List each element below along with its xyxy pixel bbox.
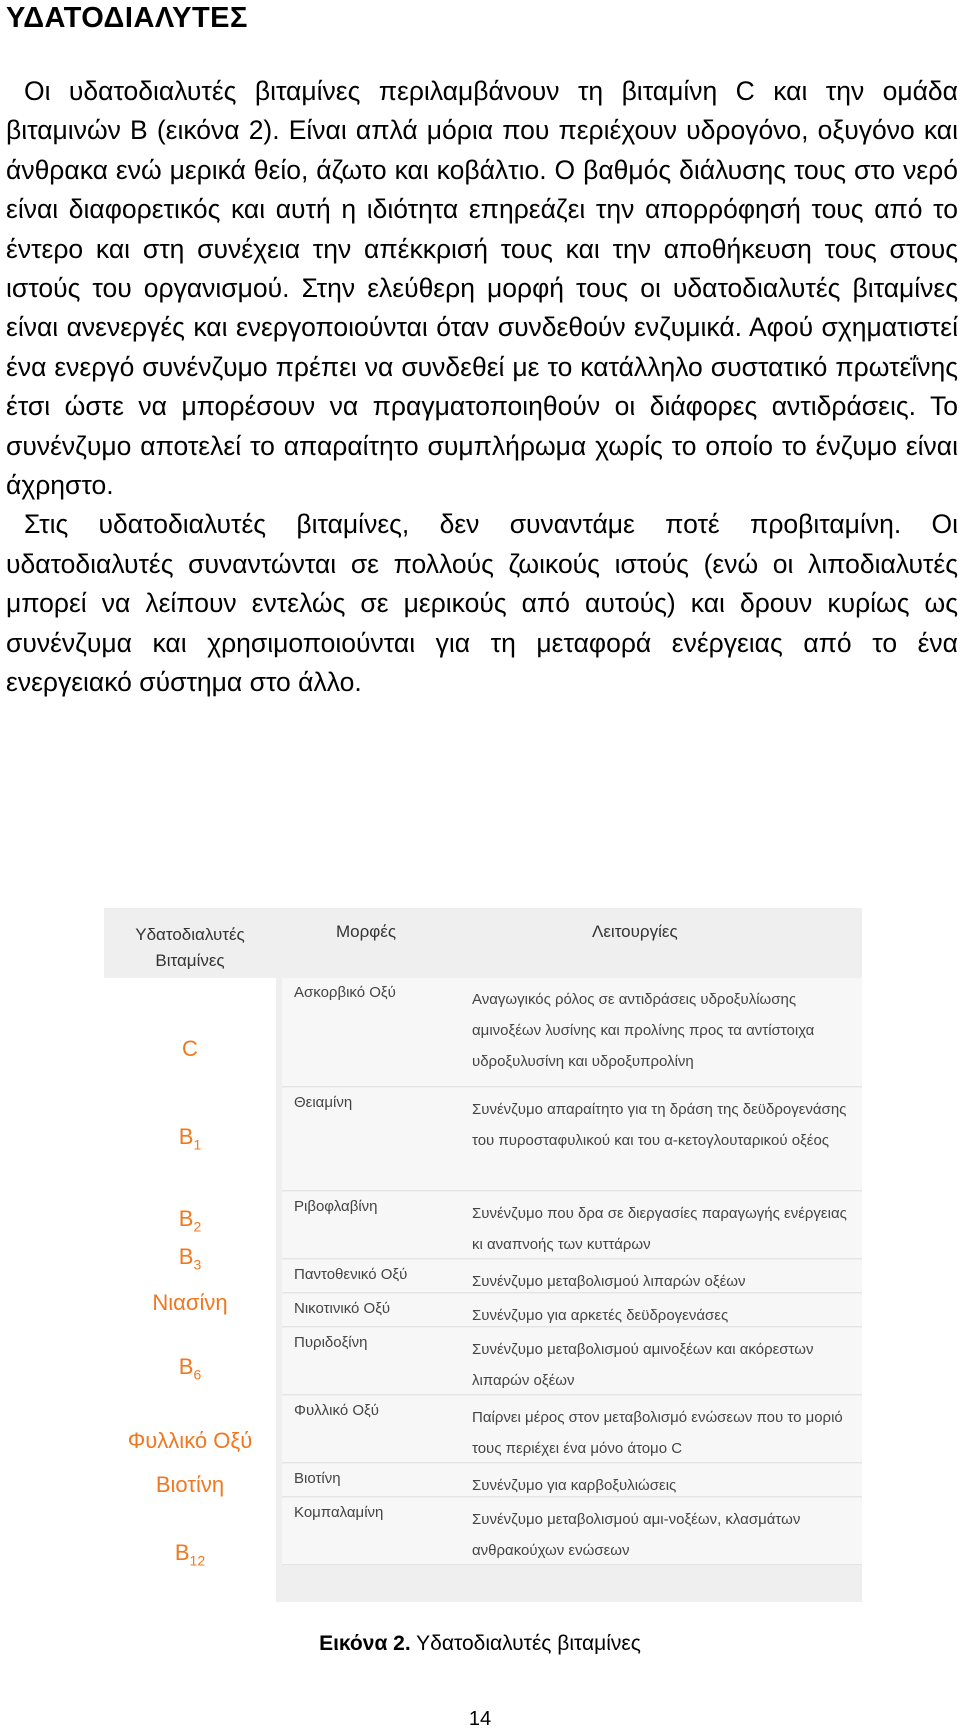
vitamin-label: $B_{12}$ bbox=[174, 1540, 206, 1569]
table-row bbox=[282, 1498, 862, 1565]
table-row bbox=[282, 1328, 862, 1395]
function-cell: Αναγωγικός ρόλος σε αντιδράσεις υδροξυλίωσης αμινοξέων λυσίνης και προλίνης προς τα αντίστοιχα υδροξυλυσίνη και υδροξυπρολίνη bbox=[472, 991, 815, 1070]
form-cell: Θειαμίνη bbox=[294, 1094, 353, 1111]
form-cell: Ριβοφλαβίνη bbox=[294, 1198, 378, 1215]
table-row bbox=[282, 1260, 862, 1293]
figure-caption bbox=[0, 1632, 960, 1656]
vitamin-label: Βιοτίνη bbox=[155, 1472, 225, 1497]
header-vitamins: Υδατοδιαλυτές Βιταμίνες bbox=[135, 925, 245, 970]
function-cell: Συνένζυμο για αρκετές δεϋδρογενάσες bbox=[472, 1307, 729, 1324]
form-cell: Κομπαλαμίνη bbox=[294, 1504, 384, 1521]
function-cell: Συνένζυμο μεταβολισμού λιπαρών οξέων bbox=[472, 1273, 746, 1290]
function-cell: Συνένζυμο μεταβολισμού αμινοξέων και ακόρεστων λιπαρών οξέων bbox=[472, 1341, 814, 1389]
function-cell: Συνένζυμο που δρα σε διεργασίες παραγωγής ενέργειας κι αναπνοής των κυττάρων bbox=[472, 1205, 847, 1253]
paragraph: Στις υδατοδιαλυτές βιταμίνες, δεν συναντάμε ποτέ προβιταμίνη. Οι υδατοδιαλυτές συναντώνται σε πολλούς ζωικούς ιστούς (ενώ οι λιποδιαλυτές μπορεί να λείπουν εντελώς σε μερικούς από αυτούς) και δρουν κυρίως ως συνένζυμα και χρησιμοποιούνται για τη μεταφορά ενέργειας από το ένα ενεργειακό σύστημα στο άλλο. bbox=[6, 509, 958, 698]
vitamins-table-figure bbox=[104, 908, 862, 1602]
function-cell: Συνένζυμο για καρβοξυλιώσεις bbox=[472, 1477, 677, 1494]
vitamin-label: Φυλλικό Οξύ bbox=[127, 1428, 253, 1453]
form-cell: Πυριδοξίνη bbox=[294, 1334, 368, 1351]
form-cell: Φυλλικό Οξύ bbox=[294, 1402, 379, 1419]
page-number: 14 bbox=[468, 1708, 492, 1730]
vitamin-column bbox=[104, 978, 276, 1602]
vitamin-label: Νιασίνη bbox=[152, 1290, 228, 1315]
vitamin-label: $B_1$ bbox=[178, 1124, 202, 1153]
section-heading: ΥΔΑΤΟΔΙΑΛΥΤΕΣ bbox=[6, 2, 248, 34]
vitamin-label: $B_6$ bbox=[178, 1354, 202, 1383]
table-header bbox=[104, 908, 862, 986]
form-cell: Παντοθενικό Οξύ bbox=[294, 1266, 408, 1283]
caption-text: Υδατοδιαλυτές βιταμίνες bbox=[410, 1632, 641, 1655]
table-row bbox=[282, 1192, 862, 1259]
table-row bbox=[282, 1294, 862, 1327]
caption-label: Εικόνα 2. bbox=[319, 1632, 411, 1655]
function-cell: Συνένζυμο απαραίτητο για τη δράση της δεϋδρογενάσης του πυροσταφυλικού και του α-κετογλουταρικού οξέος bbox=[472, 1101, 847, 1149]
table-body bbox=[104, 978, 862, 1602]
header-forms: Μορφές bbox=[336, 922, 397, 941]
vitamin-label: $B_3$ bbox=[178, 1244, 202, 1273]
vitamin-label: C bbox=[182, 1036, 198, 1061]
header-functions: Λειτουργίες bbox=[592, 922, 678, 941]
form-cell: Νικοτινικό Οξύ bbox=[294, 1300, 391, 1317]
paragraph: Οι υδατοδιαλυτές βιταμίνες περιλαμβάνουν τη βιταμίνη C και την ομάδα βιταμινών Β (εικόνα 2). Είναι απλά μόρια που περιέχουν υδρογόνο, οξυγόνο και άνθρακα ενώ μερικά θείο, άζωτο και κοβάλτιο. Ο βαθμός διάλυσης τους στο νερό είναι διαφορετικός και αυτή η ιδιότητα επηρεάζει την απορρόφησή τους από το έντερο και στη συνέχεια την απέκκρισή τους και την αποθήκευση τους στους ιστούς του οργανισμού. Στην ελεύθερη μορφή τους οι υδατοδιαλυτές βιταμίνες είναι ανενεργές και ενεργοποιούνται όταν συνδεθούν ενζυμικά. Αφού σχηματιστεί ένα ενεργό συνένζυμο πρέπει να συνδεθεί με το κατάλληλο συστατικό πρωτεΐνης έτσι ώστε να μπορέσουν να πραγματοποιηθούν οι διάφορες αντιδράσεις. Το συνένζυμο αποτελεί το απαραίτητο συμπλήρωμα χωρίς το οποίο το ένζυμο είναι άχρηστο. bbox=[6, 76, 958, 501]
body-text bbox=[6, 72, 958, 703]
table-row bbox=[282, 1088, 862, 1191]
form-cell: Ασκορβικό Οξύ bbox=[294, 984, 396, 1001]
function-cell: Παίρνει μέρος στον μεταβολισμό ενώσεων που το μοριό τους περιέχει ένα μόνο άτομο C bbox=[472, 1409, 843, 1457]
function-cell: Συνένζυμο μεταβολισμού αμι-νοξέων, κλασμάτων ανθρακούχων ενώσεων bbox=[472, 1511, 801, 1559]
vitamin-label: $B_2$ bbox=[178, 1206, 202, 1235]
table-row bbox=[282, 1396, 862, 1463]
form-cell: Βιοτίνη bbox=[294, 1470, 341, 1487]
table-row bbox=[282, 1464, 862, 1497]
table-row bbox=[282, 978, 862, 1087]
